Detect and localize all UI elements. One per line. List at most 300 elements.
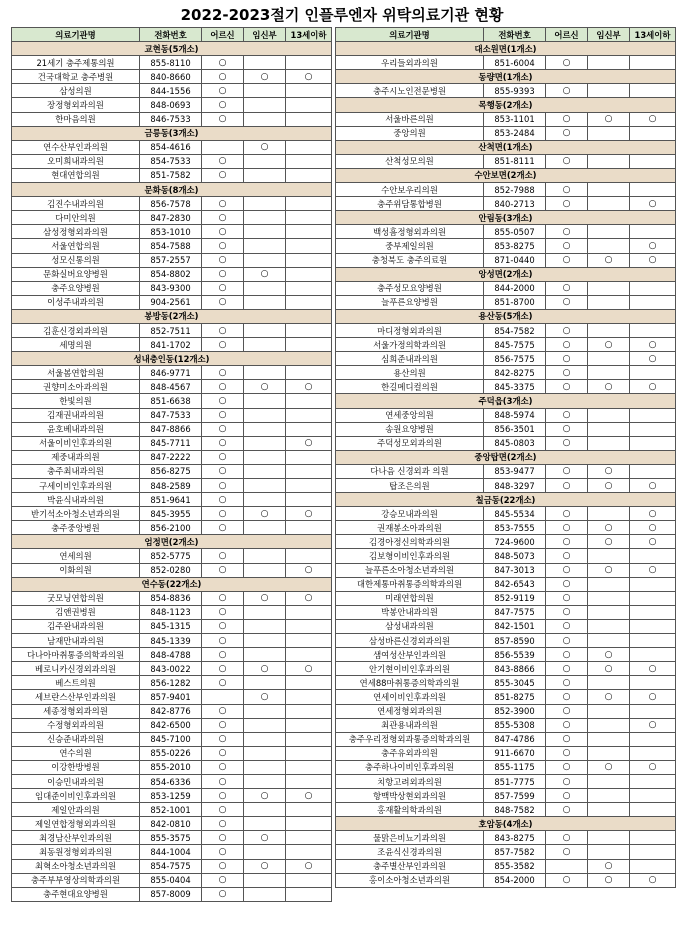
phone-number: 855-5308	[484, 718, 546, 732]
elder-mark: ○	[202, 817, 244, 831]
pregnant-mark	[244, 56, 286, 70]
table-row	[12, 718, 332, 732]
table-row	[12, 676, 332, 690]
facility-name: 제일안과의원	[12, 803, 140, 817]
pregnant-mark	[244, 338, 286, 352]
pregnant-mark: ○	[244, 789, 286, 803]
facility-name: 마디정형외과의원	[336, 323, 484, 337]
phone-number: 843-8866	[484, 662, 546, 676]
pregnant-mark	[244, 168, 286, 182]
phone-number: 855-0507	[484, 225, 546, 239]
child-mark	[630, 605, 676, 619]
facility-name: 베로니카신경외과의원	[12, 662, 140, 676]
section-title: 안림동(3개소)	[336, 211, 676, 225]
child-mark	[630, 746, 676, 760]
elder-mark: ○	[202, 718, 244, 732]
table-row	[12, 859, 332, 873]
left-table	[11, 27, 332, 902]
right-table	[335, 27, 676, 888]
child-mark	[286, 676, 332, 690]
facility-name: 문화실버요양병원	[12, 267, 140, 281]
pregnant-mark	[588, 281, 630, 295]
child-mark: ○	[286, 436, 332, 450]
child-mark	[630, 634, 676, 648]
section-header-row	[336, 267, 676, 281]
pregnant-mark	[588, 126, 630, 140]
facility-name: 서울이비인후과의원	[12, 436, 140, 450]
table-row	[12, 619, 332, 633]
table-row	[12, 563, 332, 577]
pregnant-mark: ○	[588, 859, 630, 873]
pregnant-mark	[588, 183, 630, 197]
table-row	[12, 70, 332, 84]
table-row	[336, 704, 676, 718]
facility-name: 충주요양병원	[12, 281, 140, 295]
facility-name: 연세정형외과의원	[336, 704, 484, 718]
table-row	[12, 366, 332, 380]
pregnant-mark: ○	[244, 859, 286, 873]
phone-number: 852-3900	[484, 704, 546, 718]
phone-number: 848-3297	[484, 479, 546, 493]
elder-mark: ○	[546, 831, 588, 845]
elder-mark: ○	[202, 887, 244, 901]
section-title: 금릉동(3개소)	[12, 126, 332, 140]
table-row	[12, 605, 332, 619]
facility-name: 박윤식내과의원	[12, 493, 140, 507]
child-mark	[286, 450, 332, 464]
table-row	[336, 718, 676, 732]
child-mark	[286, 634, 332, 648]
pregnant-mark	[588, 845, 630, 859]
child-mark	[286, 225, 332, 239]
facility-name: 중앙의원	[336, 126, 484, 140]
facility-name: 최관용내과의원	[336, 718, 484, 732]
elder-mark: ○	[546, 436, 588, 450]
pregnant-mark	[244, 845, 286, 859]
pregnant-mark	[588, 732, 630, 746]
pregnant-mark	[588, 366, 630, 380]
phone-number: 848-4788	[140, 648, 202, 662]
section-title: 교현동(5개소)	[12, 42, 332, 56]
elder-mark	[202, 690, 244, 704]
facility-name: 연세의원	[12, 549, 140, 563]
pregnant-mark: ○	[244, 140, 286, 154]
section-header-row	[336, 168, 676, 182]
elder-mark: ○	[202, 422, 244, 436]
phone-number: 911-6670	[484, 746, 546, 760]
elder-mark: ○	[202, 450, 244, 464]
child-mark	[286, 253, 332, 267]
elder-mark: ○	[546, 549, 588, 563]
section-title: 대소원면(1개소)	[336, 42, 676, 56]
phone-number: 845-1339	[140, 634, 202, 648]
elder-mark: ○	[546, 873, 588, 887]
child-mark: ○	[630, 662, 676, 676]
elder-mark: ○	[202, 295, 244, 309]
facility-name: 서울연합의원	[12, 239, 140, 253]
phone-number: 843-9300	[140, 281, 202, 295]
pregnant-mark	[244, 197, 286, 211]
header-pregnant: 임신부	[588, 28, 630, 42]
elder-mark: ○	[202, 267, 244, 281]
child-mark	[286, 267, 332, 281]
pregnant-mark: ○	[588, 479, 630, 493]
phone-number: 853-1259	[140, 789, 202, 803]
table-row	[336, 676, 676, 690]
table-row	[336, 732, 676, 746]
pregnant-mark: ○	[588, 873, 630, 887]
table-row	[12, 197, 332, 211]
pregnant-mark	[244, 154, 286, 168]
section-header-row	[12, 535, 332, 549]
child-mark	[286, 366, 332, 380]
child-mark: ○	[286, 563, 332, 577]
phone-number: 853-2484	[484, 126, 546, 140]
facility-name: 건국대학교 충주병원	[12, 70, 140, 84]
pregnant-mark	[244, 704, 286, 718]
elder-mark: ○	[202, 521, 244, 535]
facility-name: 충청북도 충주의료원	[336, 253, 484, 267]
phone-number: 842-8776	[140, 704, 202, 718]
section-title: 중앙탑면(2개소)	[336, 450, 676, 464]
phone-number: 842-6543	[484, 577, 546, 591]
phone-number: 853-9477	[484, 464, 546, 478]
child-mark	[286, 831, 332, 845]
child-mark	[630, 154, 676, 168]
child-mark	[630, 774, 676, 788]
pregnant-mark	[244, 394, 286, 408]
facility-name: 서울봄연합의원	[12, 366, 140, 380]
table-row	[336, 281, 676, 295]
pregnant-mark	[588, 634, 630, 648]
child-mark: ○	[286, 507, 332, 521]
child-mark	[630, 183, 676, 197]
elder-mark: ○	[202, 859, 244, 873]
table-row	[336, 253, 676, 267]
phone-number: 855-0404	[140, 873, 202, 887]
table-row	[12, 154, 332, 168]
elder-mark: ○	[546, 422, 588, 436]
elder-mark: ○	[546, 845, 588, 859]
elder-mark: ○	[202, 239, 244, 253]
elder-mark: ○	[546, 718, 588, 732]
elder-mark: ○	[202, 662, 244, 676]
section-header-row	[336, 309, 676, 323]
facility-name: 강승모내과의원	[336, 507, 484, 521]
table-row	[12, 281, 332, 295]
child-mark	[286, 817, 332, 831]
table-row	[12, 295, 332, 309]
child-mark	[630, 704, 676, 718]
facility-name: 물맑은비뇨기과의원	[336, 831, 484, 845]
phone-number: 854-7533	[140, 154, 202, 168]
phone-number: 854-4616	[140, 140, 202, 154]
table-row	[12, 464, 332, 478]
facility-name: 삼성의원	[12, 84, 140, 98]
elder-mark: ○	[202, 549, 244, 563]
header-phone: 전화번호	[140, 28, 202, 42]
phone-number: 848-1123	[140, 605, 202, 619]
elder-mark: ○	[202, 394, 244, 408]
pregnant-mark	[244, 239, 286, 253]
phone-number: 857-9401	[140, 690, 202, 704]
elder-mark: ○	[546, 774, 588, 788]
table-row	[336, 366, 676, 380]
child-mark	[630, 732, 676, 746]
phone-number: 843-0022	[140, 662, 202, 676]
elder-mark: ○	[546, 619, 588, 633]
phone-number: 842-1501	[484, 619, 546, 633]
section-title: 수안보면(2개소)	[336, 168, 676, 182]
elder-mark: ○	[546, 789, 588, 803]
elder-mark: ○	[202, 154, 244, 168]
facility-name: 샘여성산부인과의원	[336, 648, 484, 662]
facility-name: 충주현대요양병원	[12, 887, 140, 901]
pregnant-mark	[244, 887, 286, 901]
elder-mark: ○	[546, 690, 588, 704]
table-row	[336, 408, 676, 422]
facility-name: 연세이비인후과의원	[336, 690, 484, 704]
facility-name: 윤호베내과의원	[12, 422, 140, 436]
pregnant-mark	[588, 197, 630, 211]
child-mark	[286, 479, 332, 493]
child-mark	[286, 154, 332, 168]
facility-name: 충주성모요양병원	[336, 281, 484, 295]
table-row	[12, 225, 332, 239]
facility-name: 김앤권병원	[12, 605, 140, 619]
phone-number: 848-0693	[140, 98, 202, 112]
elder-mark: ○	[546, 746, 588, 760]
phone-number: 845-3955	[140, 507, 202, 521]
elder-mark: ○	[202, 803, 244, 817]
phone-number: 904-2561	[140, 295, 202, 309]
table-row	[336, 774, 676, 788]
elder-mark: ○	[546, 56, 588, 70]
pregnant-mark	[244, 760, 286, 774]
table-row	[336, 619, 676, 633]
elder-mark: ○	[202, 873, 244, 887]
pregnant-mark	[244, 732, 286, 746]
elder-mark: ○	[546, 295, 588, 309]
child-mark	[630, 56, 676, 70]
pregnant-mark: ○	[588, 380, 630, 394]
facility-name: 김진수내과의원	[12, 197, 140, 211]
elder-mark: ○	[202, 168, 244, 182]
pregnant-mark	[244, 563, 286, 577]
table-row	[336, 577, 676, 591]
facility-name: 세종정형외과의원	[12, 704, 140, 718]
facility-name: 반기석소아청소년과의원	[12, 507, 140, 521]
table-row	[12, 394, 332, 408]
table-row	[336, 464, 676, 478]
elder-mark: ○	[202, 366, 244, 380]
facility-name: 세명의원	[12, 338, 140, 352]
elder-mark: ○	[546, 84, 588, 98]
table-row	[336, 549, 676, 563]
phone-number: 854-7575	[140, 859, 202, 873]
elder-mark: ○	[202, 323, 244, 337]
elder-mark: ○	[202, 789, 244, 803]
table-row	[336, 591, 676, 605]
facility-name: 삼성내과의원	[336, 619, 484, 633]
table-row	[12, 267, 332, 281]
facility-name: 김주완내과의원	[12, 619, 140, 633]
table-row	[336, 662, 676, 676]
phone-number: 854-8836	[140, 591, 202, 605]
elder-mark: ○	[546, 408, 588, 422]
pregnant-mark	[244, 676, 286, 690]
elder-mark: ○	[546, 591, 588, 605]
section-title: 호암동(4개소)	[336, 817, 676, 831]
elder-mark: ○	[202, 831, 244, 845]
pregnant-mark	[244, 634, 286, 648]
table-row	[336, 197, 676, 211]
child-mark	[286, 605, 332, 619]
child-mark: ○	[630, 690, 676, 704]
phone-number: 845-3375	[484, 380, 546, 394]
pregnant-mark	[244, 746, 286, 760]
child-mark: ○	[630, 352, 676, 366]
child-mark	[286, 690, 332, 704]
child-mark	[286, 84, 332, 98]
facility-name: 최혁소아청소년과의원	[12, 859, 140, 873]
elder-mark: ○	[202, 619, 244, 633]
phone-number: 851-8700	[484, 295, 546, 309]
pregnant-mark	[244, 323, 286, 337]
elder-mark: ○	[202, 70, 244, 84]
facility-name: 충주중앙병원	[12, 521, 140, 535]
header-child: 13세이하	[630, 28, 676, 42]
phone-number: 843-8275	[484, 831, 546, 845]
table-row	[12, 662, 332, 676]
child-mark	[630, 408, 676, 422]
elder-mark: ○	[546, 803, 588, 817]
table-row	[336, 605, 676, 619]
phone-number: 852-5775	[140, 549, 202, 563]
phone-number: 857-7582	[484, 845, 546, 859]
phone-number: 855-1175	[484, 760, 546, 774]
elder-mark: ○	[202, 507, 244, 521]
elder-mark: ○	[202, 281, 244, 295]
pregnant-mark	[244, 648, 286, 662]
child-mark	[630, 577, 676, 591]
table-row	[12, 168, 332, 182]
phone-number: 853-1101	[484, 112, 546, 126]
elder-mark: ○	[202, 112, 244, 126]
phone-number: 840-2713	[484, 197, 546, 211]
child-mark	[286, 803, 332, 817]
child-mark	[630, 591, 676, 605]
phone-number: 847-4786	[484, 732, 546, 746]
header-row	[12, 28, 332, 42]
elder-mark: ○	[202, 197, 244, 211]
child-mark	[630, 859, 676, 873]
table-row	[12, 380, 332, 394]
facility-name: 대한제통마취통증의학과의원	[336, 577, 484, 591]
pregnant-mark: ○	[588, 535, 630, 549]
facility-name: 한길메디컬의원	[336, 380, 484, 394]
facility-name: 삼성정형외과의원	[12, 225, 140, 239]
table-row	[336, 126, 676, 140]
child-mark: ○	[286, 859, 332, 873]
table-row	[336, 479, 676, 493]
elder-mark: ○	[202, 493, 244, 507]
phone-number: 851-7582	[140, 168, 202, 182]
facility-name: 김보형이비인후과의원	[336, 549, 484, 563]
phone-number: 853-8275	[484, 239, 546, 253]
elder-mark: ○	[202, 211, 244, 225]
header-pregnant: 임신부	[244, 28, 286, 42]
phone-number: 857-8009	[140, 887, 202, 901]
child-mark	[630, 845, 676, 859]
elder-mark: ○	[546, 704, 588, 718]
child-mark	[286, 732, 332, 746]
elder-mark: ○	[202, 56, 244, 70]
table-row	[12, 98, 332, 112]
child-mark: ○	[286, 789, 332, 803]
header-row	[336, 28, 676, 42]
phone-number: 845-5534	[484, 507, 546, 521]
elder-mark: ○	[546, 648, 588, 662]
child-mark	[286, 493, 332, 507]
child-mark	[630, 831, 676, 845]
elder-mark: ○	[202, 845, 244, 859]
pregnant-mark	[588, 323, 630, 337]
child-mark	[286, 774, 332, 788]
facility-name: 김경아정신의학과의원	[336, 535, 484, 549]
pregnant-mark	[244, 253, 286, 267]
table-row	[336, 873, 676, 887]
elder-mark: ○	[202, 760, 244, 774]
elder-mark: ○	[202, 84, 244, 98]
elder-mark: ○	[202, 648, 244, 662]
table-row	[12, 211, 332, 225]
phone-number: 848-2589	[140, 479, 202, 493]
child-mark	[630, 422, 676, 436]
child-mark	[286, 140, 332, 154]
phone-number: 851-8111	[484, 154, 546, 168]
section-header-row	[336, 70, 676, 84]
phone-number: 856-2100	[140, 521, 202, 535]
facility-name: 김재권내과의원	[12, 408, 140, 422]
table-row	[12, 408, 332, 422]
child-mark	[286, 338, 332, 352]
pregnant-mark	[244, 225, 286, 239]
facility-name: 연세88마취통증의학과의원	[336, 676, 484, 690]
section-title: 주덕읍(3개소)	[336, 394, 676, 408]
pregnant-mark: ○	[244, 831, 286, 845]
table-row	[12, 789, 332, 803]
elder-mark: ○	[546, 464, 588, 478]
child-mark: ○	[286, 591, 332, 605]
section-title: 문화동(8개소)	[12, 183, 332, 197]
child-mark: ○	[286, 662, 332, 676]
phone-number: 844-1004	[140, 845, 202, 859]
facility-name: 항맥박상현외과의원	[336, 789, 484, 803]
child-mark	[286, 168, 332, 182]
facility-name: 세브란스산부인과의원	[12, 690, 140, 704]
phone-number: 840-8660	[140, 70, 202, 84]
facility-name: 서울가정의학과의원	[336, 338, 484, 352]
elder-mark: ○	[546, 535, 588, 549]
child-mark	[630, 84, 676, 98]
child-mark: ○	[630, 507, 676, 521]
phone-number: 845-7575	[484, 338, 546, 352]
phone-number: 856-8275	[140, 464, 202, 478]
phone-number: 851-6004	[484, 56, 546, 70]
elder-mark: ○	[202, 253, 244, 267]
facility-name: 수안보우리의원	[336, 183, 484, 197]
